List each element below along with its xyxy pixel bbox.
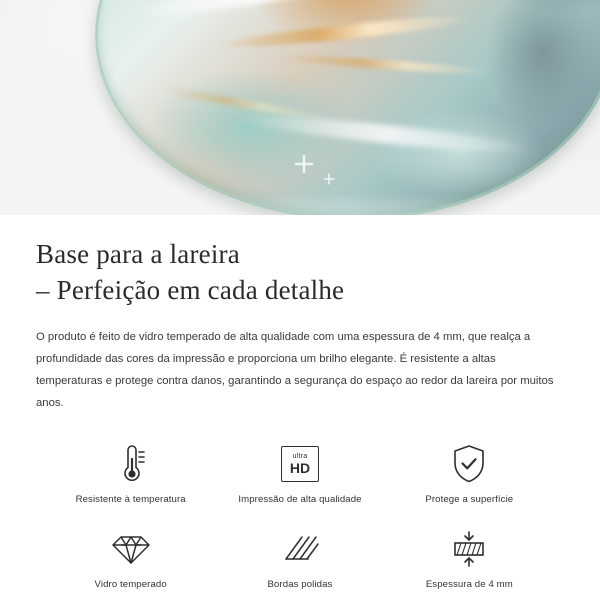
ultra-hd-bottom-text: HD [289,460,311,477]
page-title [36,237,564,308]
feature-label: Impressão de alta qualidade [238,494,362,506]
feature-item-tempered-glass [46,521,215,600]
feature-label: Bordas polidas [267,579,333,591]
polished-edges-icon [278,527,322,571]
feature-item-thickness [385,521,554,600]
glass-panel-oval [95,0,600,215]
ultra-hd-icon [281,442,319,486]
description-content [0,237,600,600]
thickness-icon [447,527,491,571]
feature-item-surface-protection [385,436,554,515]
headline-line-1: Base para a lareira [36,239,240,269]
feature-grid [36,436,564,600]
ultra-hd-top-text: ultra [292,453,308,461]
feature-label: Protege a superfície [425,494,514,506]
thermometer-icon [111,442,151,486]
description-paragraph: O produto é feito de vidro temperado de alta qualidade com uma espessura de 4 mm, que realça a profundidade das cores da impressão e proporciona um brilho elegante. É resistente a altas temperaturas e protege contra danos, garantindo a segurança do espaço ao redor da lareira por muitos anos. [36,331,554,410]
diamond-icon [109,527,153,571]
feature-label: Resistente à temperatura [75,494,186,506]
feature-item-temperature [46,436,215,515]
feature-item-print-quality [215,436,384,515]
shield-check-icon [449,442,489,486]
feature-item-polished-edges [215,521,384,600]
feature-label: Espessura de 4 mm [425,579,513,591]
feature-label: Vidro temperado [94,579,167,591]
hero-image [0,0,600,215]
headline-line-2: – Perfeição em cada detalhe [36,274,345,305]
